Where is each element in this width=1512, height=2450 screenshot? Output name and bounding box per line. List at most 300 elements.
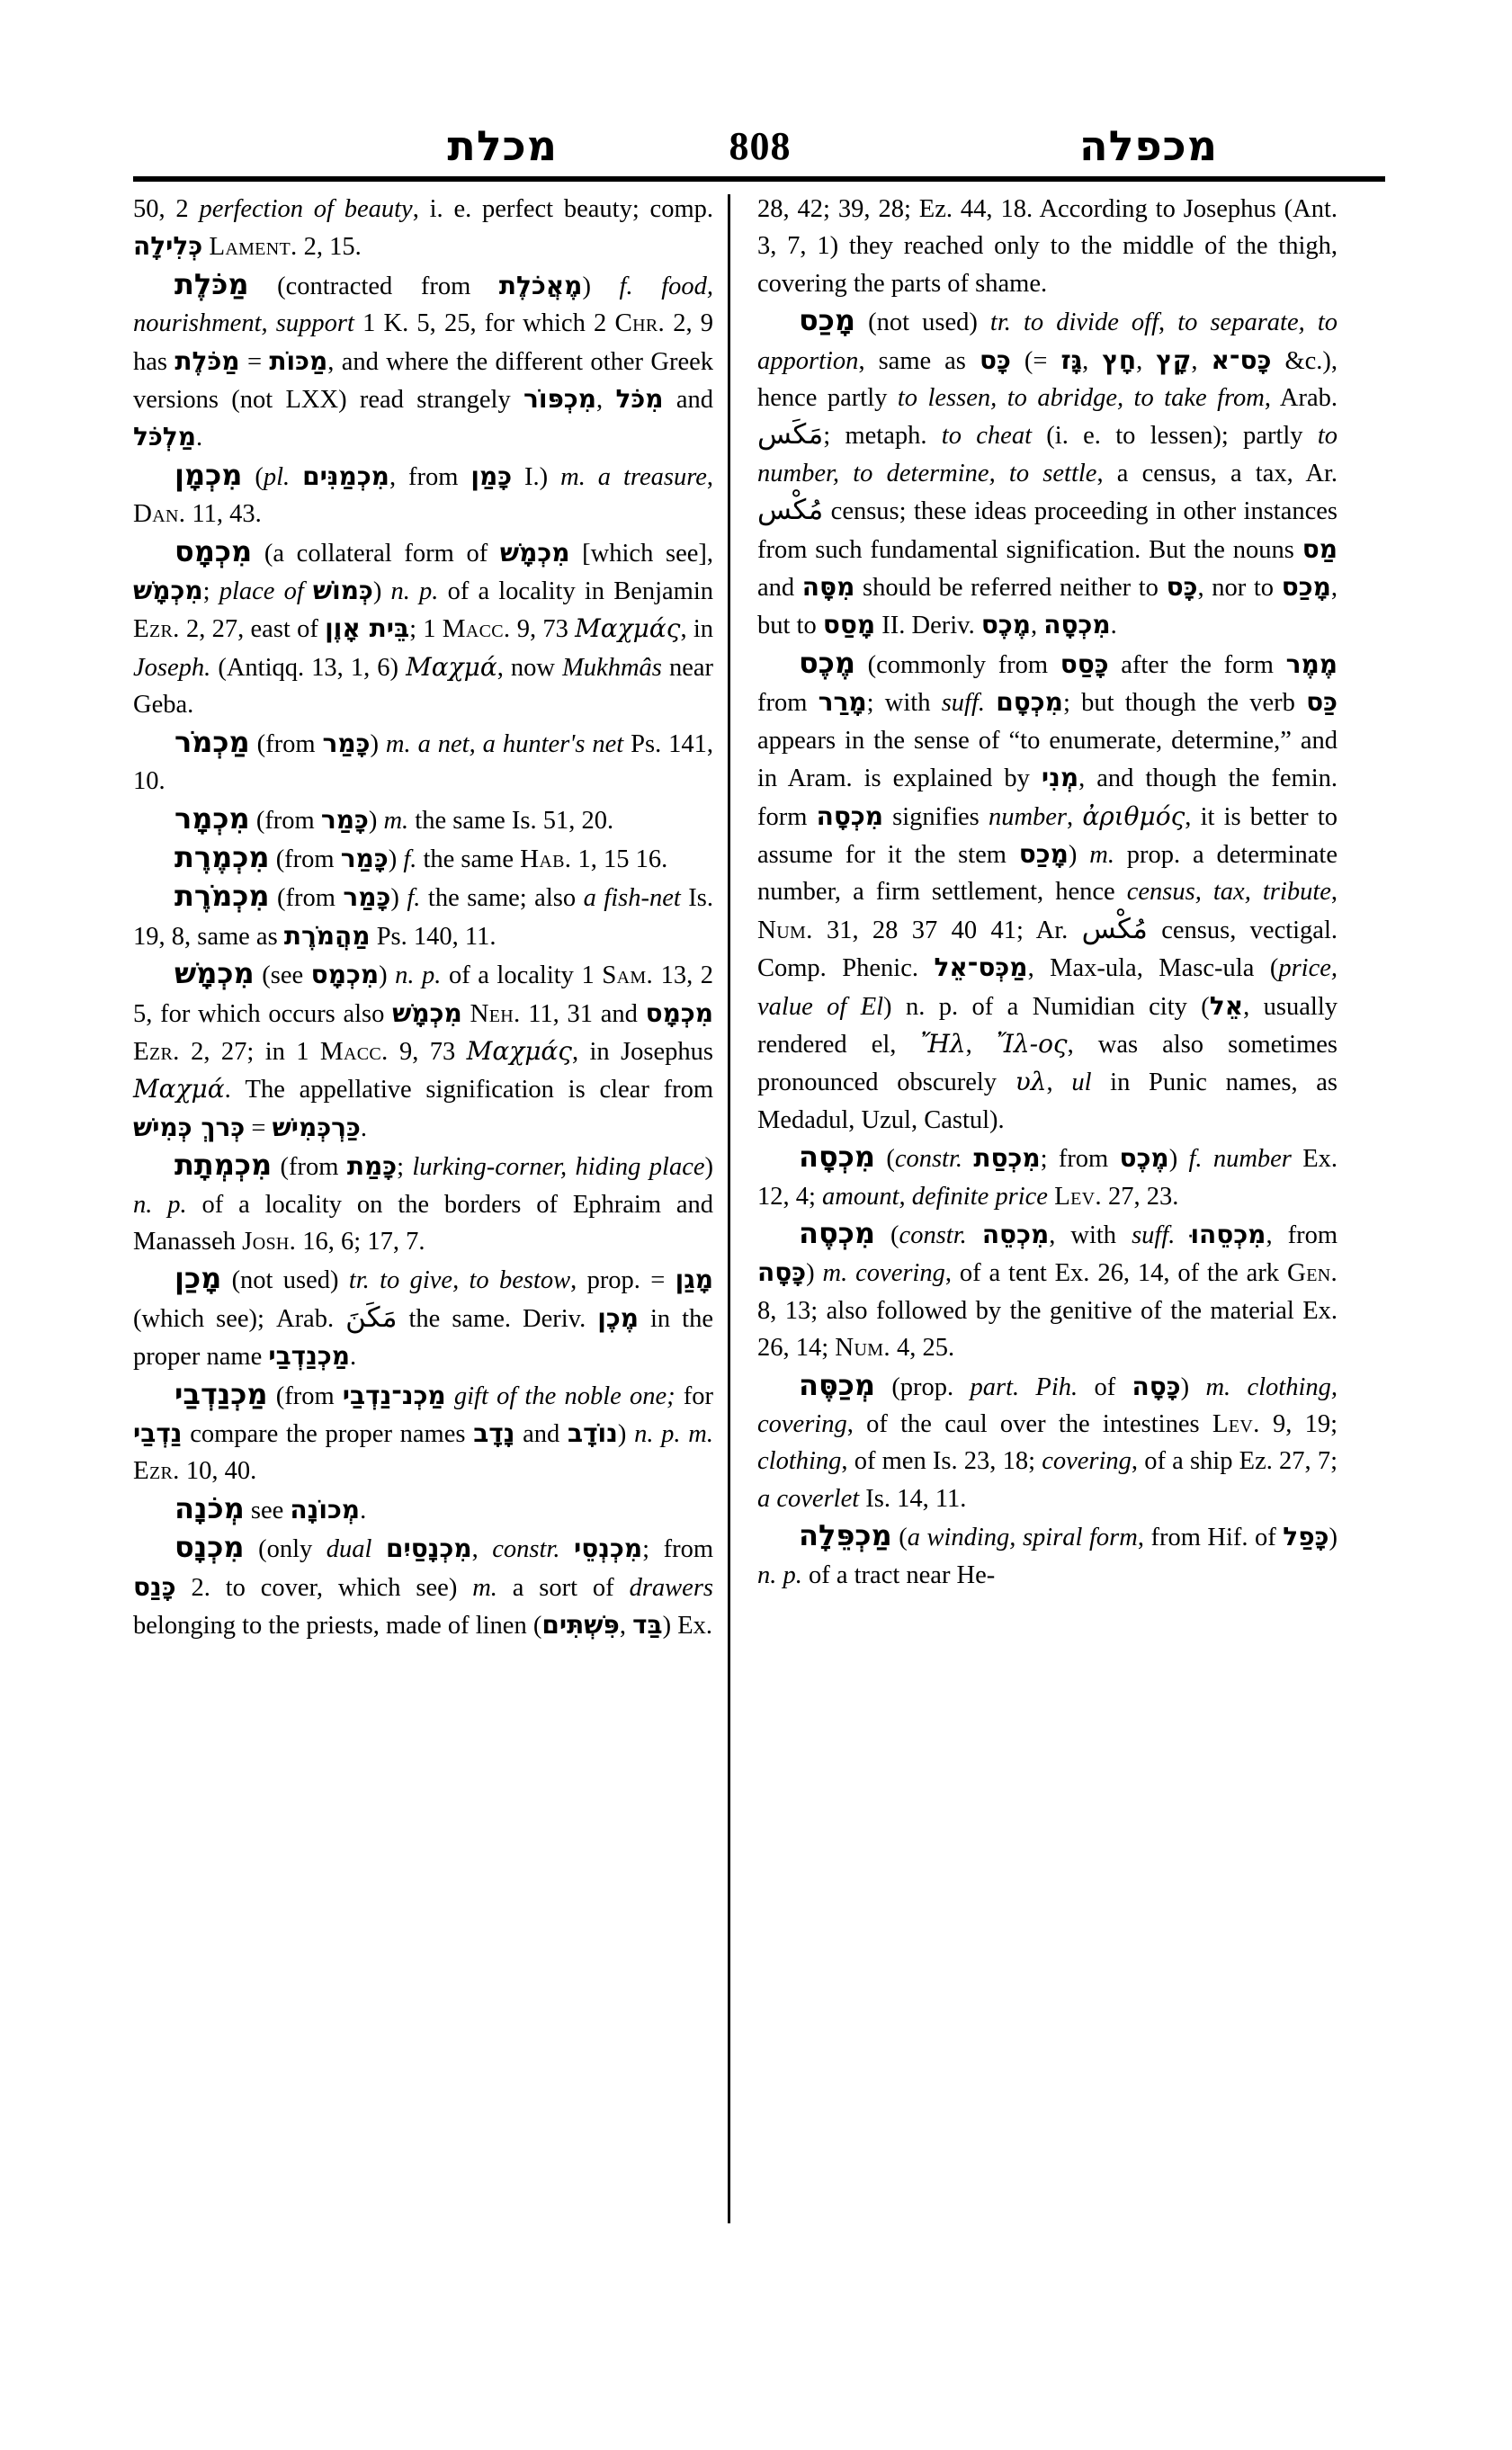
gloss-italic: to separate, to apportion <box>757 308 1338 375</box>
body-text: in Punic names, as Medadul, Uzul, Castul). <box>757 1069 1338 1134</box>
entry-continuation <box>133 191 713 266</box>
body-text: , <box>1046 1069 1072 1097</box>
greek-word: Μαχμά <box>133 1074 225 1104</box>
body-text: of a tract near He- <box>801 1560 996 1589</box>
scripture-reference: Hab. <box>520 844 572 873</box>
body-text: ( <box>891 1524 908 1552</box>
body-text <box>1175 1221 1190 1249</box>
body-text: ) <box>368 806 384 835</box>
hebrew-word: מַכְּס־אֵל <box>934 952 1028 983</box>
body-text: ) <box>390 884 407 913</box>
gloss-italic: census, tax, tribute <box>1126 878 1331 907</box>
body-text: 11, 43. <box>185 500 262 529</box>
scripture-reference: Macc. <box>319 1036 389 1066</box>
body-text <box>370 1266 380 1294</box>
body-text: , of a tent Ex. 26, 14, of the ark <box>944 1259 1287 1288</box>
body-text: (commonly from <box>855 650 1060 679</box>
gloss-italic: n. p. <box>390 577 439 606</box>
scripture-reference: Ezr. <box>133 1036 180 1066</box>
hebrew-word: מִכְסַת <box>973 1143 1041 1174</box>
gloss-italic: n. p. <box>133 1190 187 1219</box>
body-text: (only <box>244 1535 327 1564</box>
body-text: [which see], <box>569 539 713 568</box>
body-text: I.) <box>512 462 561 491</box>
body-text: Ps. 141, 10. <box>133 729 714 796</box>
body-text: (contracted from <box>248 272 499 300</box>
body-text <box>967 1221 982 1249</box>
gloss-italic: n. p. <box>757 1560 802 1589</box>
hebrew-word: נָדָב <box>473 1418 515 1448</box>
body-text: ) <box>1168 1145 1189 1174</box>
hebrew-word: מֶאֲכֹלֶת <box>498 270 583 300</box>
dictionary-entry <box>757 1367 1338 1518</box>
hebrew-word: קָץ <box>1156 344 1192 375</box>
hebrew-word: מֶכֶס <box>1119 1143 1169 1174</box>
gloss-italic: price, value of El <box>757 954 1338 1021</box>
scripture-reference: Macc. <box>442 614 511 644</box>
body-text: 1, 15 16. <box>571 845 668 873</box>
body-text: , <box>1136 346 1157 375</box>
gloss-italic: a coverlet <box>757 1484 860 1513</box>
body-text: (from <box>267 1381 343 1410</box>
body-text: compare the proper names <box>182 1420 474 1448</box>
body-text: 31, 28 37 40 41; Ar. <box>812 916 1082 944</box>
body-text <box>985 689 996 717</box>
greek-word: Ἤλ <box>920 1028 966 1059</box>
body-text: (i. e. to lessen); partly <box>1032 422 1318 451</box>
body-text: ; <box>397 1153 413 1182</box>
dictionary-entry <box>133 1490 713 1529</box>
hebrew-word: מִכֹּל <box>615 384 664 415</box>
body-text: . <box>360 1113 368 1142</box>
two-column-body <box>133 191 1385 2232</box>
body-text: 8, 13; also followed by the genitive of the material Ex. 26, 14; <box>757 1296 1338 1363</box>
gloss-italic: food, nourishment, support <box>133 272 713 338</box>
dictionary-entry <box>133 1376 713 1490</box>
body-text: . The appellative signification is clear from <box>224 1076 713 1104</box>
body-text: (from <box>269 845 341 873</box>
body-text: 2, 9 has <box>133 309 713 376</box>
body-text: , Arab. <box>1264 384 1338 413</box>
hebrew-word: מָגַן <box>675 1265 714 1295</box>
gloss-italic: a treasure <box>597 462 707 491</box>
hebrew-word: מַלְכֹּל <box>133 422 196 452</box>
body-text: ; metaph. <box>823 422 942 451</box>
arabic-word: مُكْس <box>1081 912 1148 945</box>
body-text: of <box>1078 1373 1132 1401</box>
body-text: , in Josephus <box>572 1037 714 1066</box>
body-text: Is. 14, 11. <box>859 1484 967 1513</box>
dictionary-entry <box>133 955 713 1147</box>
hebrew-word: בֵּית אָוֶן <box>325 613 410 644</box>
gloss-italic: ul <box>1071 1069 1092 1097</box>
body-text: 9, 73 <box>388 1037 467 1066</box>
body-text: (which see); Arab. <box>133 1304 346 1333</box>
body-text: , <box>965 1030 997 1059</box>
body-text: 27, 23. <box>1101 1182 1179 1211</box>
gloss-italic: f. <box>619 272 633 300</box>
body-text: ) <box>370 729 386 758</box>
dictionary-entry <box>133 839 713 878</box>
body-text: (see <box>254 961 311 990</box>
body-text: the same <box>416 845 521 873</box>
body-text: ) <box>379 961 396 990</box>
body-text: ( <box>242 462 264 491</box>
hebrew-word: כָּמַן <box>470 460 513 491</box>
body-text: , of the caul over the intestines <box>846 1410 1212 1438</box>
body-text: Ex. 12, 4; <box>757 1145 1338 1211</box>
body-text: should be referred neither to <box>854 574 1167 603</box>
hebrew-word: כָּסָה <box>1132 1371 1181 1401</box>
headword-hebrew: מַכְפֵּלָה <box>799 1518 892 1553</box>
scripture-reference: Ezr. <box>133 1456 180 1486</box>
gloss-italic: number <box>988 802 1068 831</box>
hebrew-word: מַכְנַדְבַי <box>268 1341 350 1372</box>
body-text: . <box>349 1343 357 1372</box>
gloss-italic: n. p. <box>395 961 442 990</box>
column-right <box>730 191 1338 2232</box>
hebrew-word: מִכְמַנִּים <box>302 460 389 491</box>
hebrew-word: מֶכֶן <box>597 1302 639 1333</box>
hebrew-word: כָּמַת <box>346 1151 398 1182</box>
hebrew-word: כָּמַר <box>343 882 391 913</box>
body-text <box>847 1259 855 1287</box>
headword-hebrew: מְכַסֶּה <box>799 1367 876 1402</box>
gloss-italic: amount, definite price <box>822 1182 1048 1211</box>
greek-word: ἀριθμός <box>1082 800 1185 831</box>
gloss-italic: m. <box>1089 840 1114 869</box>
hebrew-word: מָכַס <box>1018 838 1069 869</box>
dictionary-entry <box>757 1139 1338 1215</box>
hebrew-word: מֶמֶר <box>1285 648 1338 679</box>
running-head-left-hebrew: מכלת <box>447 121 558 170</box>
body-text: ) n. p. of a Numidian city ( <box>883 992 1210 1021</box>
gloss-italic: a net, a hunter's net <box>417 729 624 758</box>
column-left <box>133 191 728 2232</box>
body-text: ; 1 <box>409 615 443 644</box>
dictionary-entry <box>133 533 713 724</box>
headword-hebrew: מִכְמְתָת <box>174 1148 273 1183</box>
gloss-italic: part. Pih. <box>970 1373 1078 1401</box>
hebrew-word: מִכְמָשׁ <box>133 576 203 606</box>
body-text: , from <box>389 462 471 491</box>
body-text: . <box>196 424 203 452</box>
gloss-italic: m. <box>560 462 586 491</box>
arabic-word: مَكَس <box>757 418 824 452</box>
headword-hebrew: מִכְמֶרֶת <box>174 839 270 874</box>
body-text: , of men Is. 23, 18; <box>841 1447 1042 1476</box>
body-text: 9, 73 <box>510 615 576 644</box>
body-text <box>559 1535 574 1563</box>
body-text: (from <box>249 729 323 758</box>
hebrew-word: מִכְנְסֵי <box>574 1533 643 1564</box>
body-text: , of a ship Ez. 27, 7; <box>1131 1447 1338 1476</box>
hebrew-word: כְּרךְ כְּמִישׁ <box>133 1112 246 1142</box>
body-text <box>1011 308 1024 336</box>
body-text <box>962 1145 973 1173</box>
gloss-italic: clothing <box>757 1447 842 1476</box>
headword-hebrew: מִכְנָס <box>174 1530 245 1565</box>
body-text: = <box>239 347 270 376</box>
body-text: and <box>514 1420 568 1448</box>
body-text: , but to <box>757 574 1338 640</box>
body-text: belonging to the priests, made of linen ( <box>133 1612 542 1641</box>
body-text: of a locality in Benjamin <box>438 577 714 606</box>
gloss-italic: Joseph. <box>133 653 211 682</box>
hebrew-word: מִכְסֵהוּ <box>1190 1219 1266 1249</box>
body-text: (from <box>272 1153 347 1182</box>
page-number: 808 <box>729 124 792 168</box>
body-text: census; these ideas proceeding in other instances from such fundamental signification. But the nouns <box>757 497 1338 564</box>
greek-word: υλ <box>1015 1067 1047 1097</box>
headword-hebrew: מַכְנַדְבַי <box>174 1376 268 1411</box>
gloss-italic: lurking-corner, hiding place <box>412 1153 705 1182</box>
body-text: , <box>706 462 713 491</box>
dictionary-entry <box>133 878 713 955</box>
body-text: 50, 2 <box>133 195 200 223</box>
body-text: ) Ex. <box>662 1612 713 1641</box>
headword-hebrew: מִכְסֶה <box>799 1215 876 1250</box>
dictionary-entry <box>757 645 1338 1139</box>
hebrew-word: כָּמַר <box>320 804 369 835</box>
body-text: ) <box>1180 1373 1206 1401</box>
gloss-italic: m. <box>383 806 409 835</box>
gloss-italic: number <box>1212 1145 1292 1174</box>
body-text: , <box>1191 346 1212 375</box>
body-text <box>633 273 662 300</box>
headword-hebrew: מִכְמֹרֶת <box>174 879 270 914</box>
body-text: ( <box>875 1145 895 1174</box>
body-text: in the proper name <box>133 1304 713 1372</box>
headword-hebrew: מְכֹנָה <box>174 1490 245 1525</box>
hebrew-word: כָּמַר <box>322 728 371 758</box>
gloss-italic: to give, to bestow <box>380 1266 571 1295</box>
hebrew-word: כָּנַס <box>133 1571 176 1602</box>
dictionary-entry <box>133 1529 713 1644</box>
gloss-italic: a winding, spiral form <box>907 1524 1138 1552</box>
body-text: the same; also <box>420 884 584 913</box>
hebrew-word: נוֹדָב <box>568 1418 618 1448</box>
hebrew-word: מִכְמָשׁ <box>392 997 462 1028</box>
body-text: Is. 19, 8, same as <box>133 884 713 951</box>
body-text: from <box>757 689 819 718</box>
body-text: 2. to cover, which see) <box>175 1573 473 1602</box>
gloss-italic: a fish-net <box>583 884 681 913</box>
body-text: prop. a determinate number, a firm settlement, hence <box>757 840 1338 907</box>
gloss-italic: to cheat <box>941 422 1032 451</box>
hebrew-word: כָּפַל <box>1283 1522 1329 1552</box>
body-text: , Max-ula, Masc-ula ( <box>1027 954 1279 983</box>
hebrew-word: מַכְנ־נַדְבַי <box>342 1380 446 1410</box>
body-text: Ps. 140, 11. <box>370 922 497 951</box>
hebrew-word: כְּמוֹשׁ <box>312 576 373 606</box>
body-text: the same. Deriv. <box>397 1304 598 1333</box>
body-text: , was also sometimes pronounced obscurely <box>757 1030 1338 1097</box>
body-text: (not used) <box>221 1266 349 1295</box>
hebrew-word: כָּס <box>1166 572 1198 603</box>
dictionary-entry <box>757 1517 1338 1594</box>
headword-hebrew: מִכְמָר <box>174 800 250 836</box>
greek-word: Ἴλ-ος <box>996 1028 1068 1059</box>
gloss-italic: constr. <box>894 1145 963 1174</box>
scripture-reference: Lev. <box>1054 1181 1102 1211</box>
body-text: and <box>757 574 802 603</box>
body-text: , <box>1159 308 1178 337</box>
body-text: , prop. = <box>570 1266 675 1295</box>
gloss-italic: place of <box>219 577 304 606</box>
dictionary-entry <box>133 457 713 533</box>
hebrew-word: כָּסַס <box>1060 648 1109 679</box>
hebrew-word: מַהֲמֹרֶת <box>283 920 371 951</box>
body-text <box>371 1535 386 1563</box>
hebrew-word: נַדְבַי <box>133 1418 183 1448</box>
hebrew-word: מִכְמָס <box>645 997 714 1028</box>
hebrew-word: כָּמַר <box>340 843 389 873</box>
hebrew-word: מָכַס <box>1281 572 1331 603</box>
headword-hebrew: מִכְמָשׁ <box>174 956 255 991</box>
dictionary-entry <box>133 724 713 800</box>
body-text: , with <box>1049 1221 1132 1249</box>
gloss-italic: to divide off <box>1023 308 1159 337</box>
body-text: , <box>596 386 616 415</box>
body-text: ; with <box>866 689 942 718</box>
hebrew-word: מִכְסֵה <box>981 1219 1050 1249</box>
entry-continuation <box>757 191 1338 302</box>
gloss-italic: constr. <box>492 1535 560 1564</box>
running-head <box>135 85 1385 170</box>
body-text: signifies <box>882 802 989 831</box>
body-text: ) <box>806 1259 823 1288</box>
hebrew-word: מַכּוֹת <box>269 345 328 376</box>
body-text: , <box>619 1612 633 1641</box>
body-text: see <box>244 1496 291 1525</box>
body-text: ; from <box>642 1535 713 1564</box>
body-text: (from <box>249 806 321 835</box>
hebrew-word: בַּד <box>632 1610 663 1641</box>
gloss-italic: m. <box>1205 1373 1231 1401</box>
arabic-word: مَكَنَ <box>345 1301 398 1334</box>
gloss-italic: clothing, covering <box>757 1373 1338 1438</box>
body-text <box>446 1382 454 1410</box>
body-text: , <box>1082 346 1103 375</box>
hebrew-word: מִכְסָם <box>996 687 1063 718</box>
body-text: (from <box>269 884 344 913</box>
headword-hebrew: מִכְמָן <box>174 457 243 492</box>
hebrew-word: כַּרְכְּמִישׁ <box>272 1112 361 1142</box>
gloss-italic: f. <box>403 845 417 873</box>
headword-hebrew: מָכַן <box>174 1261 222 1296</box>
scripture-reference: Num. <box>757 915 813 944</box>
body-text: appears in the sense of “to enumerate, determine,” and in Aram. is explained by <box>757 726 1338 793</box>
body-text: ) <box>1329 1524 1338 1552</box>
body-text: (Antiqq. 13, 1, 6) <box>210 653 407 682</box>
body-text: (= <box>1010 346 1061 375</box>
body-text <box>1048 1183 1054 1211</box>
hebrew-word: מִכְמָס <box>310 960 380 990</box>
gloss-italic: pl. <box>263 462 291 491</box>
hebrew-word: כָּס <box>979 344 1011 375</box>
body-text <box>304 577 313 605</box>
hebrew-word: כָּס־א <box>1211 344 1272 375</box>
hebrew-word: מִכְסָה <box>816 800 883 831</box>
body-text: ) <box>388 845 404 873</box>
body-text: , <box>471 1535 493 1564</box>
greek-word: Μαχμά <box>406 651 497 682</box>
body-text: 4, 25. <box>890 1334 955 1363</box>
body-text <box>1203 1145 1213 1173</box>
body-text: ; <box>202 577 219 606</box>
body-text <box>586 463 598 491</box>
body-text: ( <box>875 1221 899 1249</box>
gloss-italic: to lessen, to abridge, to take from <box>897 384 1265 413</box>
body-text: ; but though the verb <box>1062 689 1307 718</box>
gloss-italic: covering <box>1042 1447 1132 1476</box>
body-text: , same as <box>858 346 980 375</box>
body-text: , and where the different other Greek versions (not LXX) read strangely <box>133 347 713 415</box>
hebrew-word: מִכְסָה <box>1043 610 1111 640</box>
headword-hebrew: מִכְסָה <box>799 1140 876 1175</box>
gloss-italic: m. <box>822 1259 848 1288</box>
arabic-word: مُكْس <box>757 494 824 527</box>
body-text: a sort of <box>497 1573 630 1602</box>
body-text: . <box>360 1496 367 1525</box>
scripture-reference: Lament. <box>209 232 298 262</box>
gloss-italic: f. <box>1188 1145 1203 1174</box>
gloss-italic: m. <box>385 729 411 758</box>
hebrew-word: מַכֹּלֶת <box>174 345 240 376</box>
body-text: , in <box>680 615 714 644</box>
dictionary-entry <box>133 1260 713 1375</box>
hebrew-word: מַס <box>1302 533 1338 564</box>
body-text: ) <box>372 577 391 606</box>
dictionary-entry <box>133 800 713 839</box>
body-text: , now <box>497 653 563 682</box>
body-text: , usually rendered el, <box>757 992 1338 1059</box>
body-text: ) <box>582 272 620 300</box>
hebrew-word: חָץ <box>1102 344 1137 375</box>
scripture-reference: Dan. <box>133 499 186 529</box>
running-head-right-hebrew: מכפלה <box>1079 121 1219 170</box>
body-text: = <box>245 1113 273 1142</box>
body-text <box>290 463 302 491</box>
body-text <box>1230 1373 1247 1401</box>
body-text: 9, 19; <box>1259 1410 1338 1438</box>
hebrew-word: אֵל <box>1209 990 1244 1021</box>
body-text: of a locality 1 <box>441 961 603 990</box>
body-text: 10, 40. <box>179 1457 257 1486</box>
gloss-italic: covering <box>855 1259 945 1288</box>
body-text: , it is better to assume for it the stem <box>757 802 1338 869</box>
hebrew-word: מְכוֹנָה <box>290 1494 361 1525</box>
body-text: (a collateral form of <box>252 539 500 568</box>
hebrew-word: מִכְנָסַיִם <box>386 1533 472 1564</box>
hebrew-word: מִסָּה <box>801 572 855 603</box>
body-text: , i. e. perfect beauty; comp. <box>412 195 713 223</box>
hebrew-word: מְנִי <box>1041 763 1079 793</box>
body-text: of a locality on the borders of Ephraim and Manasseh <box>133 1190 713 1256</box>
gloss-italic: perfection of beauty <box>199 195 413 223</box>
body-text: 11, 31 and <box>520 999 646 1028</box>
header-rule <box>133 176 1385 182</box>
body-text <box>411 730 418 758</box>
body-text: &c.), hence partly <box>757 346 1338 413</box>
gloss-italic: gift of the noble one; <box>453 1381 675 1410</box>
scripture-reference: Josh. <box>242 1226 297 1256</box>
headword-hebrew: מִכְמָס <box>174 533 253 568</box>
hebrew-word: מִכְפּוֹר <box>523 384 597 415</box>
gloss-italic: tr. <box>989 308 1011 337</box>
scripture-reference: Neh. <box>470 998 521 1028</box>
